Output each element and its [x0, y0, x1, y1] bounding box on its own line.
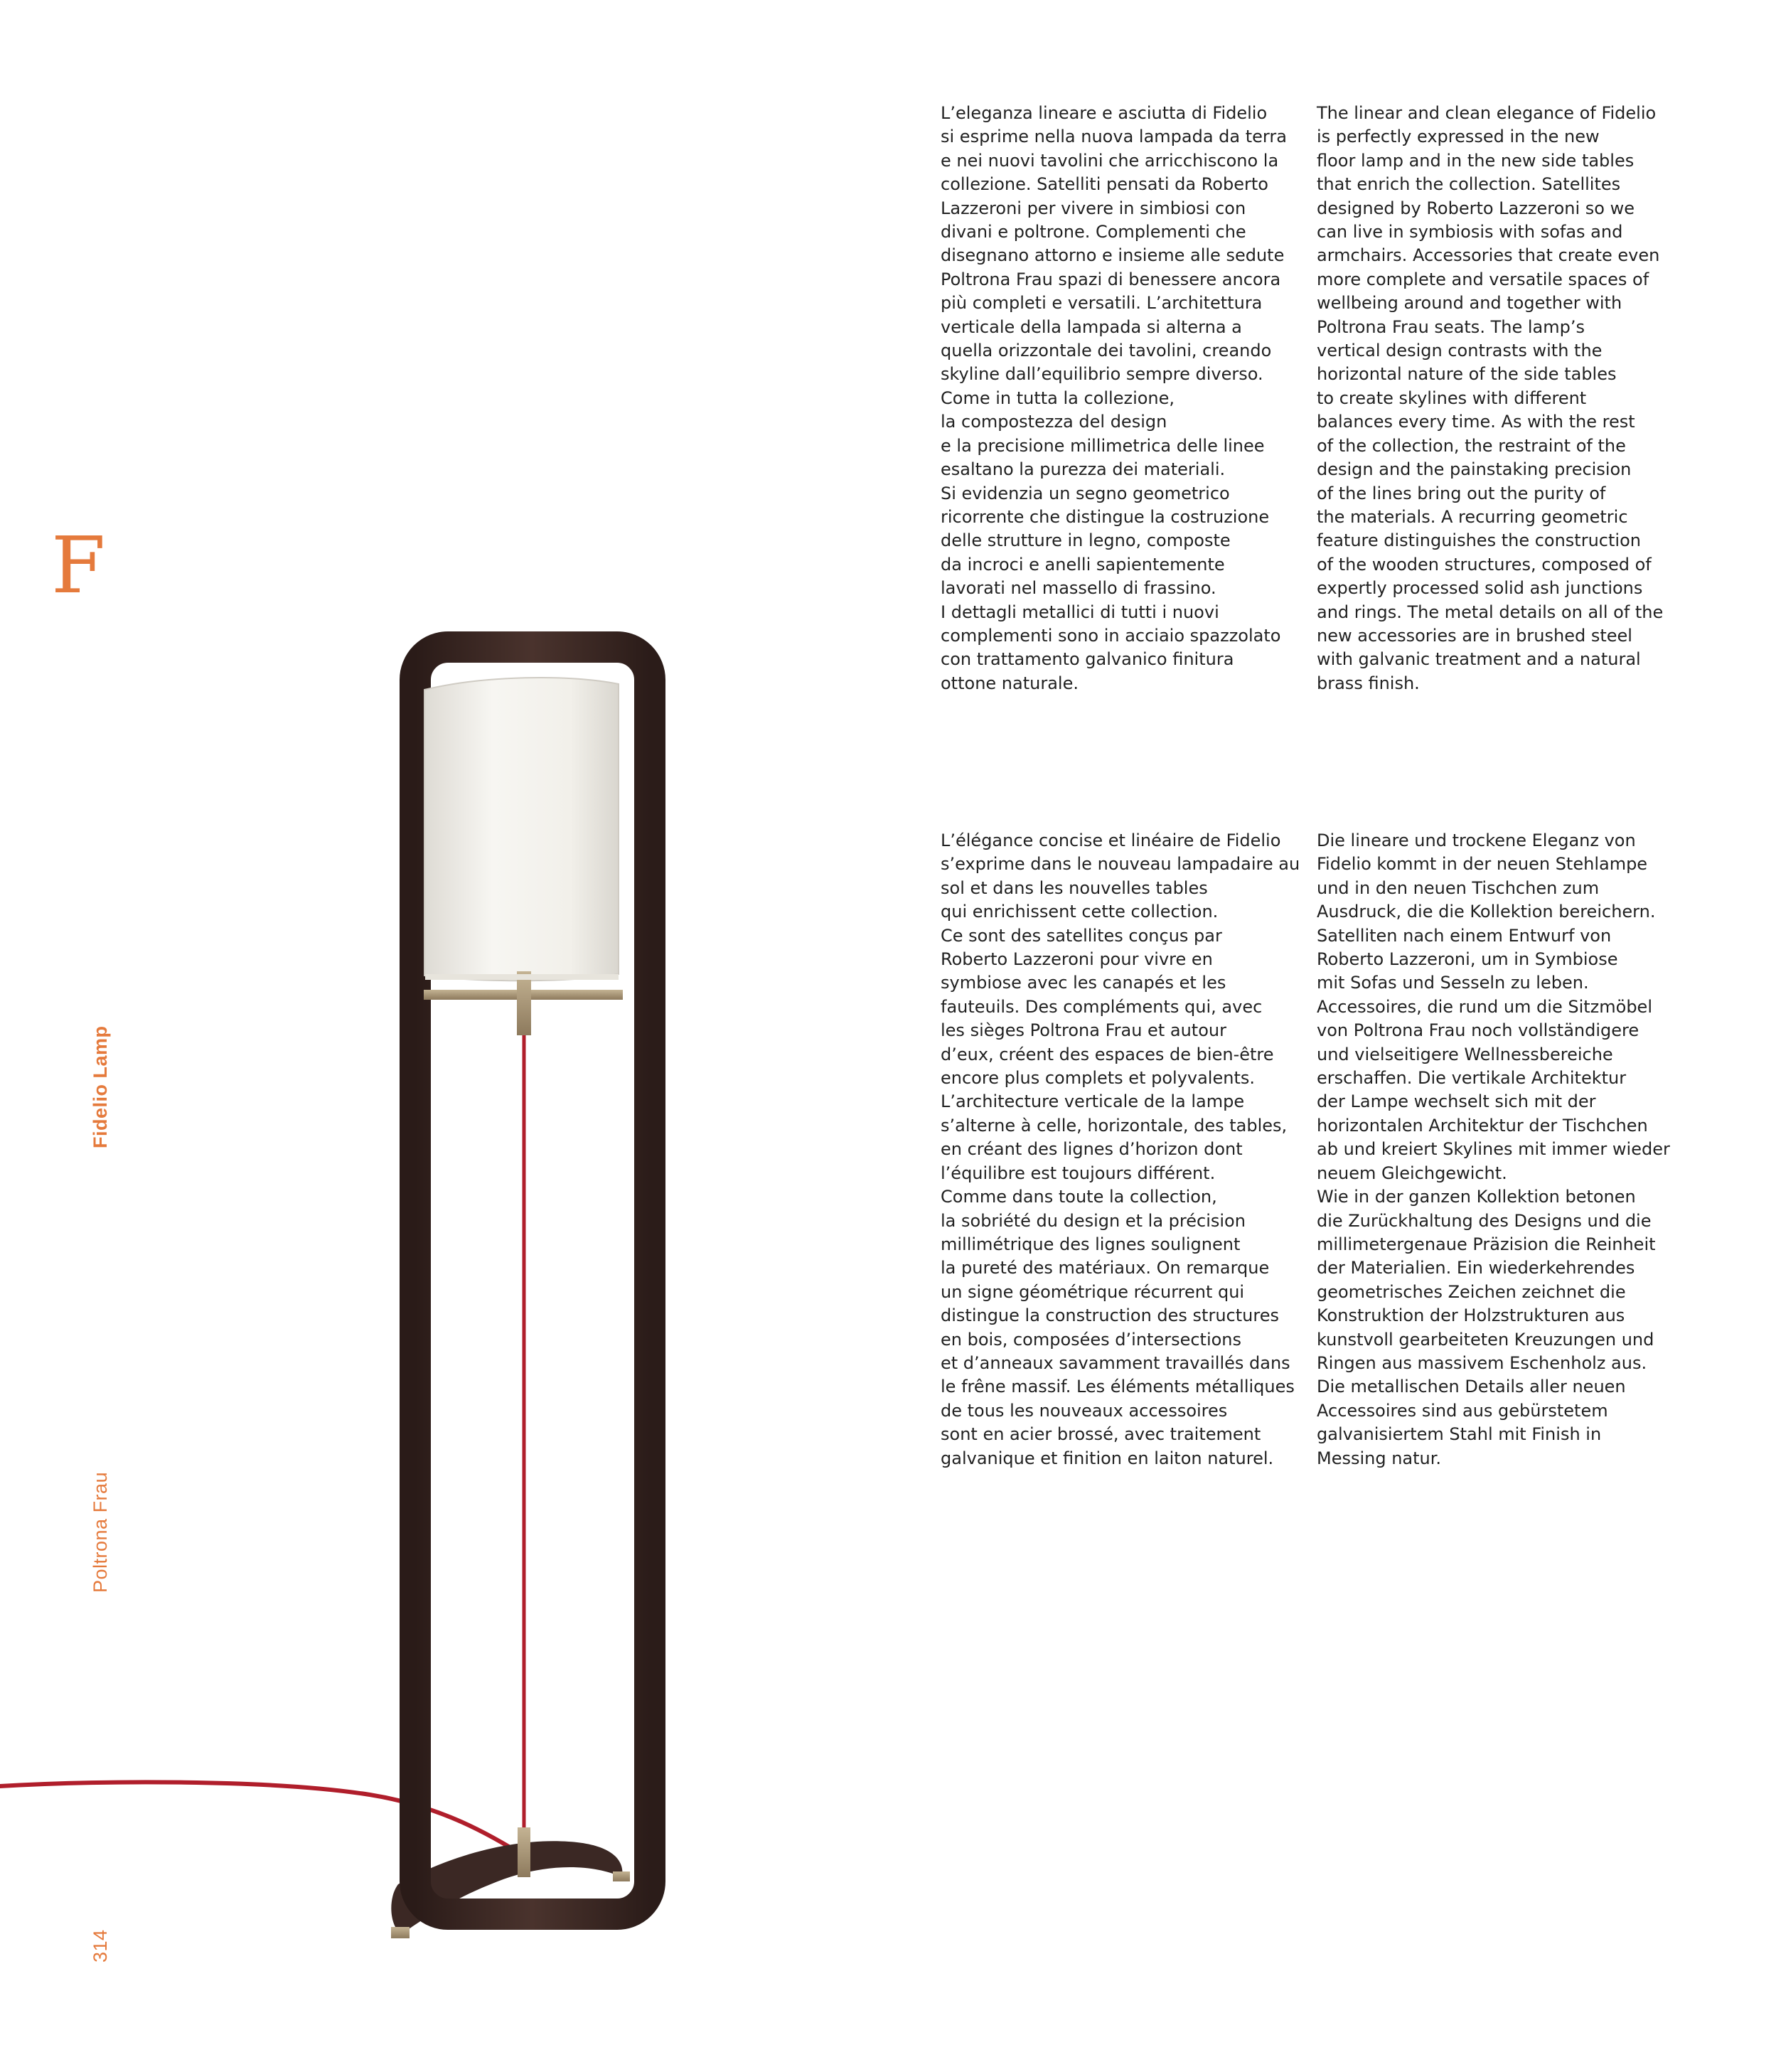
floor-cable [0, 1782, 530, 1859]
page-number: 314 [90, 1929, 111, 1962]
base-metal-cap-right [613, 1871, 630, 1881]
product-name-label: Fidelio Lamp [90, 1025, 111, 1148]
metal-holder [517, 971, 531, 1035]
floor-lamp-photo [0, 626, 711, 1962]
french-description: L’élégance concise et linéaire de Fidelio s’exprime dans le nouveau lampadaire au sol et dans les nouvelles tables qui enrichissent cette collection. Ce sont des satellites conçus par Roberto Lazzeroni pour vivre en symbiose avec les canapés et les fauteuils. Des compléments qui, avec les sièges Poltrona Frau et autour d’eux, créent des espaces de bien-être encore plus complets et polyvalents. L’architecture verticale de la lampe s’alterne à celle, horizontale, des tables, en créant des lignes d’horizon dont l’équilibre est toujours différent. Comme dans toute la collection, la sobriété du design et la précision millimétrique des lignes soulignent la pureté des matériaux. On remarque un signe géométrique récurrent qui distingue la construction des structures en bois, composées d’intersections et d’anneaux savamment travaillés dans le frêne massif. Les éléments métalliques de tous les nouveaux accessoires sont en acier brossé, avec traitement galvanique et finition en laiton naturel. [941, 831, 1300, 1468]
brand-label: Poltrona Frau [90, 1471, 111, 1593]
base-metal-cap-left [391, 1927, 410, 1938]
english-description: The linear and clean elegance of Fidelio is perfectly expressed in the new floor lamp and in the new side tables that enrich the collection. Satellites designed by Roberto Lazzeroni so we can live in symbiosis with sofas and armchairs. Accessories that create even more complete and versatile spaces of wellbeing around and together with Poltrona Frau seats. The lamp’s vertical design contrasts with the horizontal nature of the side tables to create skylines with different balances every time. As with the rest of the collection, the restraint of the design and the painstaking precision of the lines bring out the purity of the materials. A recurring geometric feature distinguishes the construction of the wooden structures, composed of expertly processed solid ash junctions and rings. The metal details on all of the new accessories are in brushed steel with galvanic treatment and a natural brass finish. [1317, 103, 1664, 693]
lamp-shade [424, 678, 619, 981]
italian-description: L’eleganza lineare e asciutta di Fidelio si esprime nella nuova lampada da terra e nei nuovi tavolini che arricchiscono la collezione. Satelliti pensati da Roberto Lazzeroni per vivere in simbiosi con divani e poltrone. Complementi che disegnano attorno e insieme alle sedute Poltrona Frau spazi di benessere ancora più completi e versatili. L’architettura verticale della lampada si alterna a quella orizzontale dei tavolini, creando skyline dall’equilibrio sempre diverso. Come in tutta la collezione, la compostezza del design e la precisione millimetrica delle linee esaltano la purezza dei materiali. Si evidenzia un segno geometrico ricorrente che distingue la costruzione delle strutture in legno, composte da incroci e anelli sapientemente lavorati nel massello di frassino. I dettagli metallici di tutti i nuovi complementi sono in acciaio spazzolato con trattamento galvanico finitura ottone naturale. [941, 103, 1287, 693]
section-letter: F [51, 520, 106, 611]
shade-bottom-rim [425, 974, 619, 980]
german-description: Die lineare und trockene Eleganz von Fidelio kommt in der neuen Stehlampe und in den neuen Tischchen zum Ausdruck, die die Kollektion bereichern. Satelliten nach einem Entwurf von Roberto Lazzeroni, um in Symbiose mit Sofas und Sesseln zu leben. Accessoires, die rund um die Sitzmöbel von Poltrona Frau noch vollständigere und vielseitigere Wellnessbereiche erschaffen. Die vertikale Architektur der Lampe wechselt sich mit der horizontalen Architektur der Tischchen ab und kreiert Skylines mit immer wieder neuem Gleichgewicht. Wie in der ganzen Kollektion betonen die Zurückhaltung des Designs und die millimetergenaue Präzision die Reinheit der Materialien. Ein wiederkehrendes geometrisches Zeichen zeichnet die Konstruktion der Holzstrukturen aus kunstvoll gearbeiteten Kreuzungen und Ringen aus massivem Eschenholz aus. Die metallischen Details aller neuen Accessoires sind aus gebürstetem galvanisiertem Stahl mit Finish in Messing natur. [1317, 831, 1670, 1468]
bottom-metal-sleeve [518, 1827, 530, 1877]
